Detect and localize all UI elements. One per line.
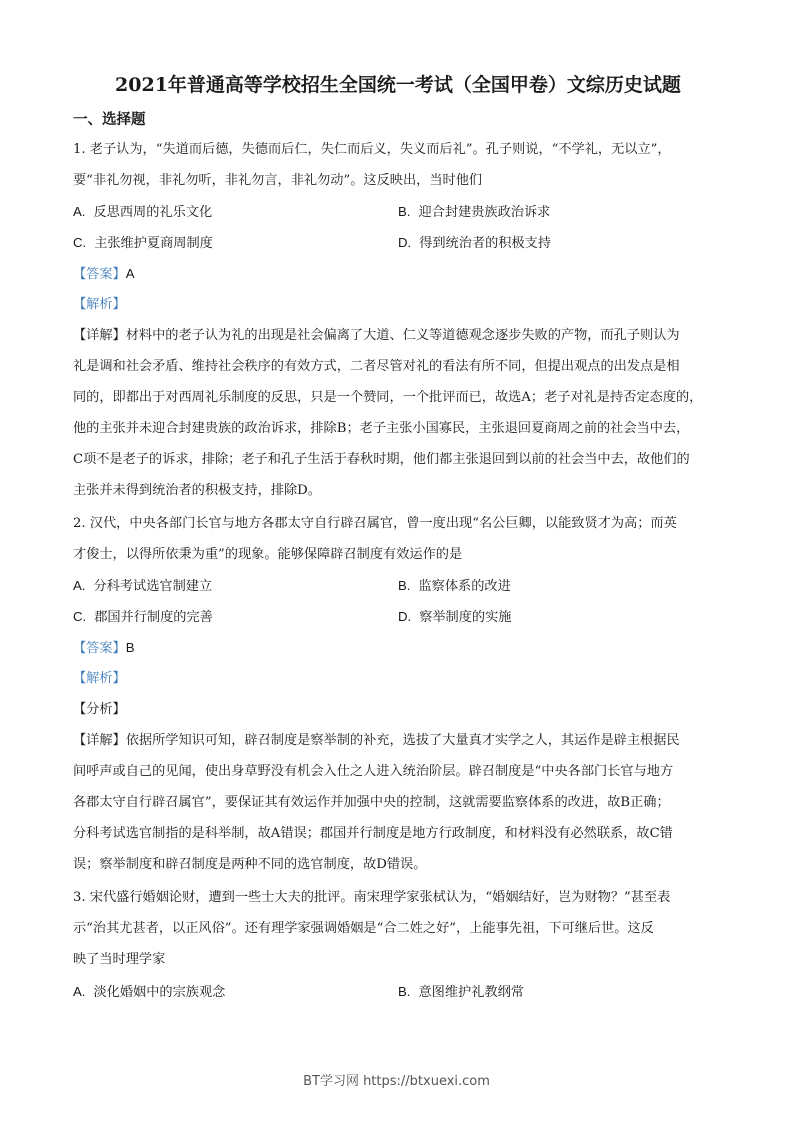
option-d bbox=[398, 607, 512, 628]
footer-watermark: BT学习网 https://btxuexi.com bbox=[303, 1074, 490, 1089]
option-letter: B. bbox=[398, 578, 411, 593]
option-text: 郡国并行制度的完善 bbox=[94, 610, 213, 625]
option-letter: B. bbox=[398, 984, 411, 999]
detail-line: 【详解】依据所学知识可知，辟召制度是察举制的补充，选拔了大量真才实学之人，其运作是辟主根据民 bbox=[73, 733, 680, 748]
detail-line: 主张并未得到统治者的积极支持，排除D。 bbox=[73, 483, 321, 498]
answer-row bbox=[73, 638, 723, 659]
detail-line: 各郡太守自行辟召属官”，要保证其有效运作并加强中央的控制，这就需要监察体系的改进，故B正确； bbox=[73, 795, 670, 810]
question-stem-line: 1. 老子认为，“失道而后德，失德而后仁，失仁而后义，失义而后礼”。孔子则说，“不学礼，无以立”， bbox=[73, 142, 671, 157]
question-stem-line: 映了当时理学家 bbox=[73, 952, 166, 967]
option-text: 淡化婚姻中的宗族观念 bbox=[93, 985, 226, 1000]
answer-value: B bbox=[125, 640, 135, 655]
answer-row bbox=[73, 264, 723, 285]
question-stem-line: 要“非礼勿视，非礼勿听，非礼勿言，非礼勿动”。这反映出，当时他们 bbox=[73, 173, 483, 188]
detail-line: 他的主张并未迎合封建贵族的政治诉求，排除B；老子主张小国寡民，主张退回夏商周之前的社会当中去， bbox=[73, 421, 690, 436]
section-heading: 一、选择题 bbox=[73, 111, 146, 128]
detail-line: C项不是老子的诉求，排除；老子和孔子生活于春秋时期，他们都主张退回到以前的社会当中去，故他们的 bbox=[73, 452, 690, 467]
option-letter: D. bbox=[398, 609, 412, 624]
option-text: 主张维护夏商周制度 bbox=[94, 236, 213, 251]
question-stem-line: 3. 宋代盛行婚姻论财，遭到一些士大夫的批评。南宋理学家张栻认为，“婚姻结好，岂为财物？”甚至表 bbox=[73, 890, 671, 905]
option-text: 反思西周的礼乐文化 bbox=[93, 205, 213, 220]
option-letter: A. bbox=[73, 204, 86, 219]
option-text: 分科考试选官制建立 bbox=[93, 579, 213, 594]
answer-value: A bbox=[125, 266, 135, 281]
option-b bbox=[398, 202, 550, 223]
option-a bbox=[73, 576, 212, 597]
option-text: 监察体系的改进 bbox=[418, 579, 511, 594]
option-text: 意图维护礼教纲常 bbox=[418, 985, 524, 1000]
option-letter: A. bbox=[73, 984, 86, 999]
option-letter: C. bbox=[73, 235, 87, 250]
detail-line: 【详解】材料中的老子认为礼的出现是社会偏离了大道、仁义等道德观念逐步失败的产物，而孔子则认为 bbox=[73, 328, 680, 343]
document-title: 2021年普通高等学校招生全国统一考试（全国甲卷）文综历史试题 bbox=[115, 74, 681, 96]
option-letter: A. bbox=[73, 578, 86, 593]
option-letter: C. bbox=[73, 609, 87, 624]
question-stem-line: 示“治其尤甚者，以正风俗”。还有理学家强调婚姻是“合二姓之好”，上能事先祖，下可继后世。这反 bbox=[73, 921, 654, 936]
detail-line: 礼是调和社会矛盾、维持社会秩序的有效方式，二者尽管对礼的看法有所不同，但提出观点的出发点是相 bbox=[73, 359, 680, 374]
question-stem-line: 2. 汉代，中央各部门长官与地方各郡太守自行辟召属官，曾一度出现“名公巨卿，以能致贤才为高；而英 bbox=[73, 516, 677, 531]
detail-line: 分科考试选官制指的是科举制，故A错误；郡国并行制度是地方行政制度，和材料没有必然联系，故C错 bbox=[73, 826, 673, 841]
option-letter: B. bbox=[398, 204, 411, 219]
analysis-label: 【解析】 bbox=[73, 297, 126, 312]
analysis-label: 【解析】 bbox=[73, 671, 126, 686]
answer-label: 【答案】 bbox=[73, 641, 126, 656]
option-text: 察举制度的实施 bbox=[419, 610, 512, 625]
detail-line: 误；察举制度和辟召制度是两种不同的选官制度，故D错误。 bbox=[73, 857, 427, 872]
option-d bbox=[398, 233, 551, 254]
option-c bbox=[73, 233, 213, 254]
answer-label: 【答案】 bbox=[73, 267, 126, 282]
option-text: 迎合封建贵族政治诉求 bbox=[418, 205, 551, 220]
option-c bbox=[73, 607, 213, 628]
option-letter: D. bbox=[398, 235, 412, 250]
option-a bbox=[73, 982, 225, 1003]
fenxi-label: 【分析】 bbox=[73, 702, 126, 717]
detail-line: 间呼声或自己的见闻，使出身草野没有机会入仕之人进入统治阶层。辟召制度是“中央各部门长官与地方 bbox=[73, 764, 674, 779]
option-b bbox=[398, 982, 524, 1003]
option-b bbox=[398, 576, 511, 597]
option-text: 得到统治者的积极支持 bbox=[419, 236, 552, 251]
option-a bbox=[73, 202, 212, 223]
question-stem-line: 才俊士，以得所依秉为重”的现象。能够保障辟召制度有效运作的是 bbox=[73, 547, 463, 562]
detail-line: 同的，即都出于对西周礼乐制度的反思，只是一个赞同，一个批评而已，故选A；老子对礼是持否定态度的， bbox=[73, 390, 703, 405]
